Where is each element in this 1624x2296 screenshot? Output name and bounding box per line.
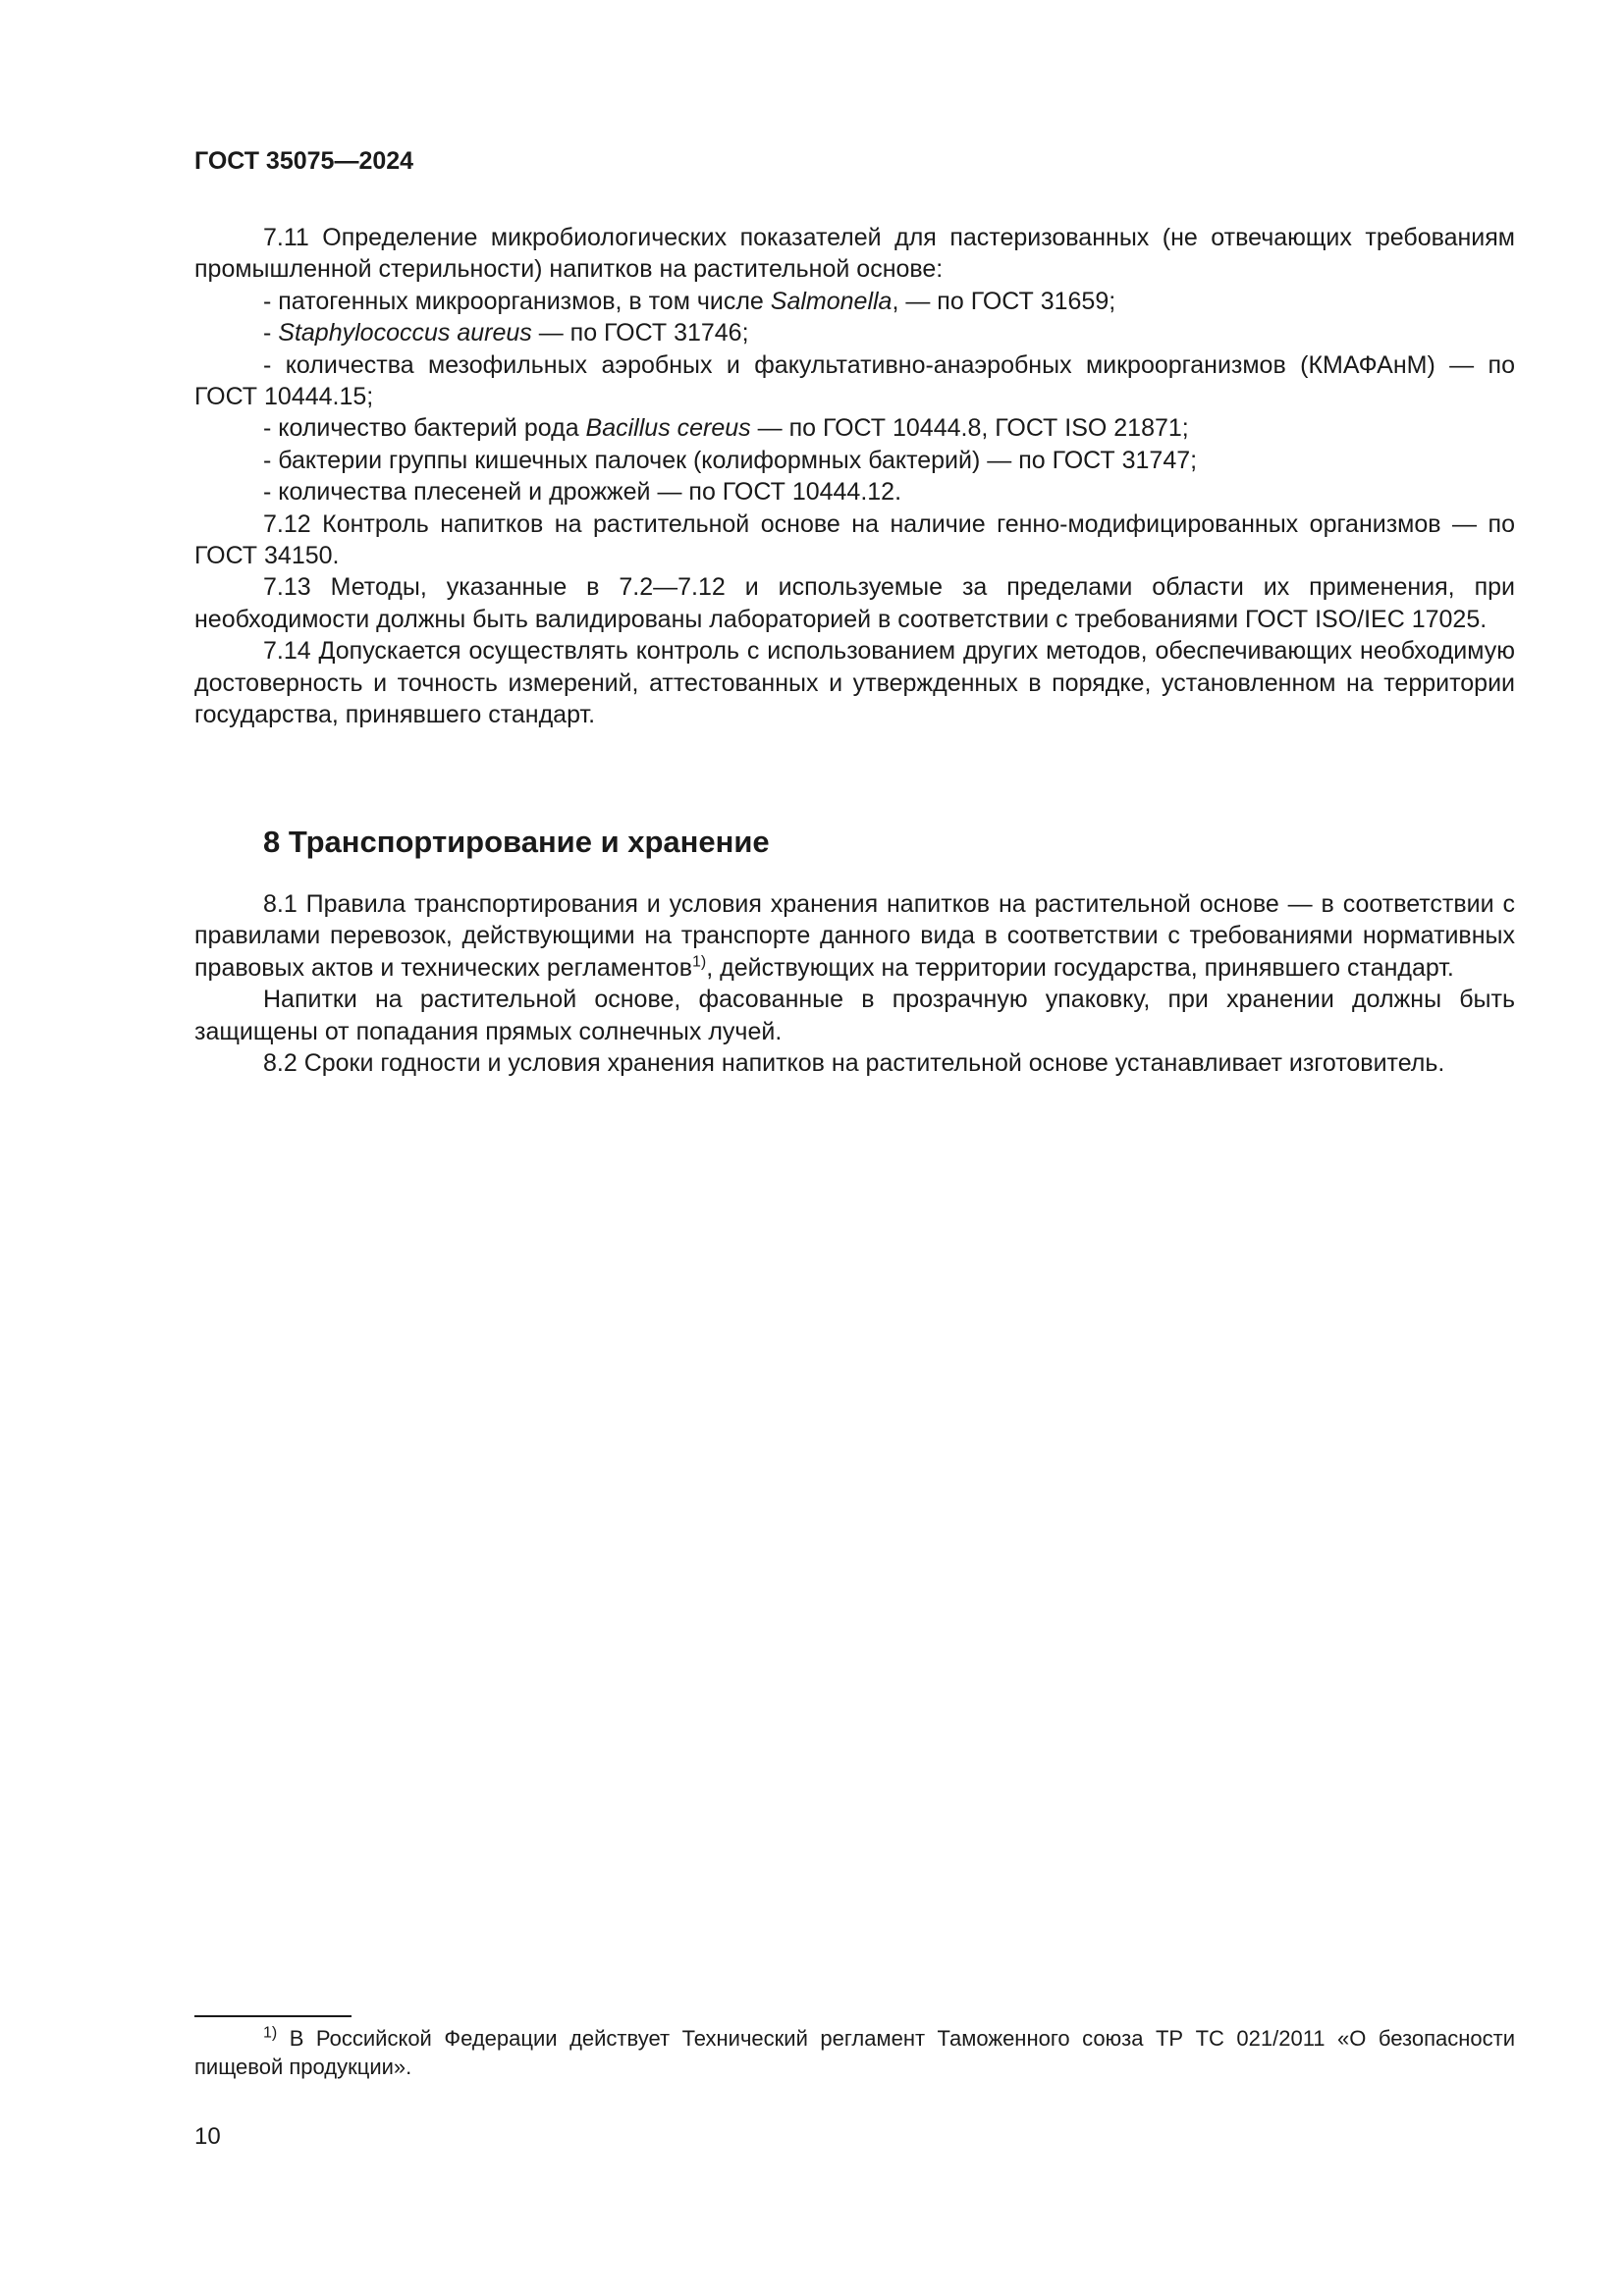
clause-7-11: 7.11 Определение микробиологических показателей для пастеризованных (не отвечающих требованиям промышленной стерильности) напитков на растительной основе: <box>194 224 1515 284</box>
page-header-doc-id: ГОСТ 35075—2024 <box>194 147 414 175</box>
footnote-text: В Российской Федерации действует Технический регламент Таможенного союза ТР ТС 021/2011 «О безопасности пищевой продукции». <box>194 2026 1515 2079</box>
list-item: - количества плесеней и дрожжей — по ГОСТ 10444.12. <box>263 478 902 507</box>
list-item: - бактерии группы кишечных палочек (колиформных бактерий) — по ГОСТ 31747; <box>263 446 1198 474</box>
list-item: - патогенных микроорганизмов, в том числе Salmonella, — по ГОСТ 31659; <box>263 287 1116 315</box>
section-8-heading: 8 Транспортирование и хранение <box>263 825 770 859</box>
footnote-marker: 1) <box>263 2024 278 2042</box>
clause-8-1-paragraph-2: Напитки на растительной основе, фасованные в прозрачную упаковку, при хранении должны быть защищены от попадания прямых солнечных лучей. <box>194 986 1515 1045</box>
clause-8-2: 8.2 Сроки годности и условия хранения напитков на растительной основе устанавливает изготовитель. <box>263 1049 1445 1078</box>
page-number: 10 <box>194 2123 221 2150</box>
footnote-reference: 1) <box>691 953 707 971</box>
list-item: - количество бактерий рода Bacillus cereus — по ГОСТ 10444.8, ГОСТ ISO 21871; <box>263 414 1189 443</box>
list-item: - количества мезофильных аэробных и факультативно-анаэробных микроорганизмов (КМАФАнМ) — по ГОСТ 10444.15; <box>194 350 1515 411</box>
clause-7-13: 7.13 Методы, указанные в 7.2—7.12 и используемые за пределами области их применения, при необходимости должны быть валидированы лабораторией в соответствии с требованиями ГОСТ ISO/IEC 17025. <box>194 573 1515 633</box>
footnote-divider <box>194 2015 352 2017</box>
clause-7-14: 7.14 Допускается осуществлять контроль с использованием других методов, обеспечивающих необходимую достоверность и точность измерений, аттестованных и утвержденных в порядке, установленном на территории государства, принявшего стандарт. <box>194 637 1515 729</box>
section-7-body <box>194 222 1515 731</box>
clause-8-1: 8.1 Правила транспортирования и условия хранения напитков на растительной основе — в соответствии с правилами перевозок, действующими на транспорте данного вида в соответствии с требованиями нормативных правовых актов и технических регламентов$^{1)}$, действующих на территории государства, принявшего стандарт. <box>194 890 1515 982</box>
section-8-body <box>194 888 1515 1079</box>
clause-7-12: 7.12 Контроль напитков на растительной основе на наличие генно-модифицированных организмов — по ГОСТ 34150. <box>194 509 1515 570</box>
list-item: - Staphylococcus aureus — по ГОСТ 31746; <box>263 319 749 347</box>
footnote <box>194 2024 1515 2081</box>
